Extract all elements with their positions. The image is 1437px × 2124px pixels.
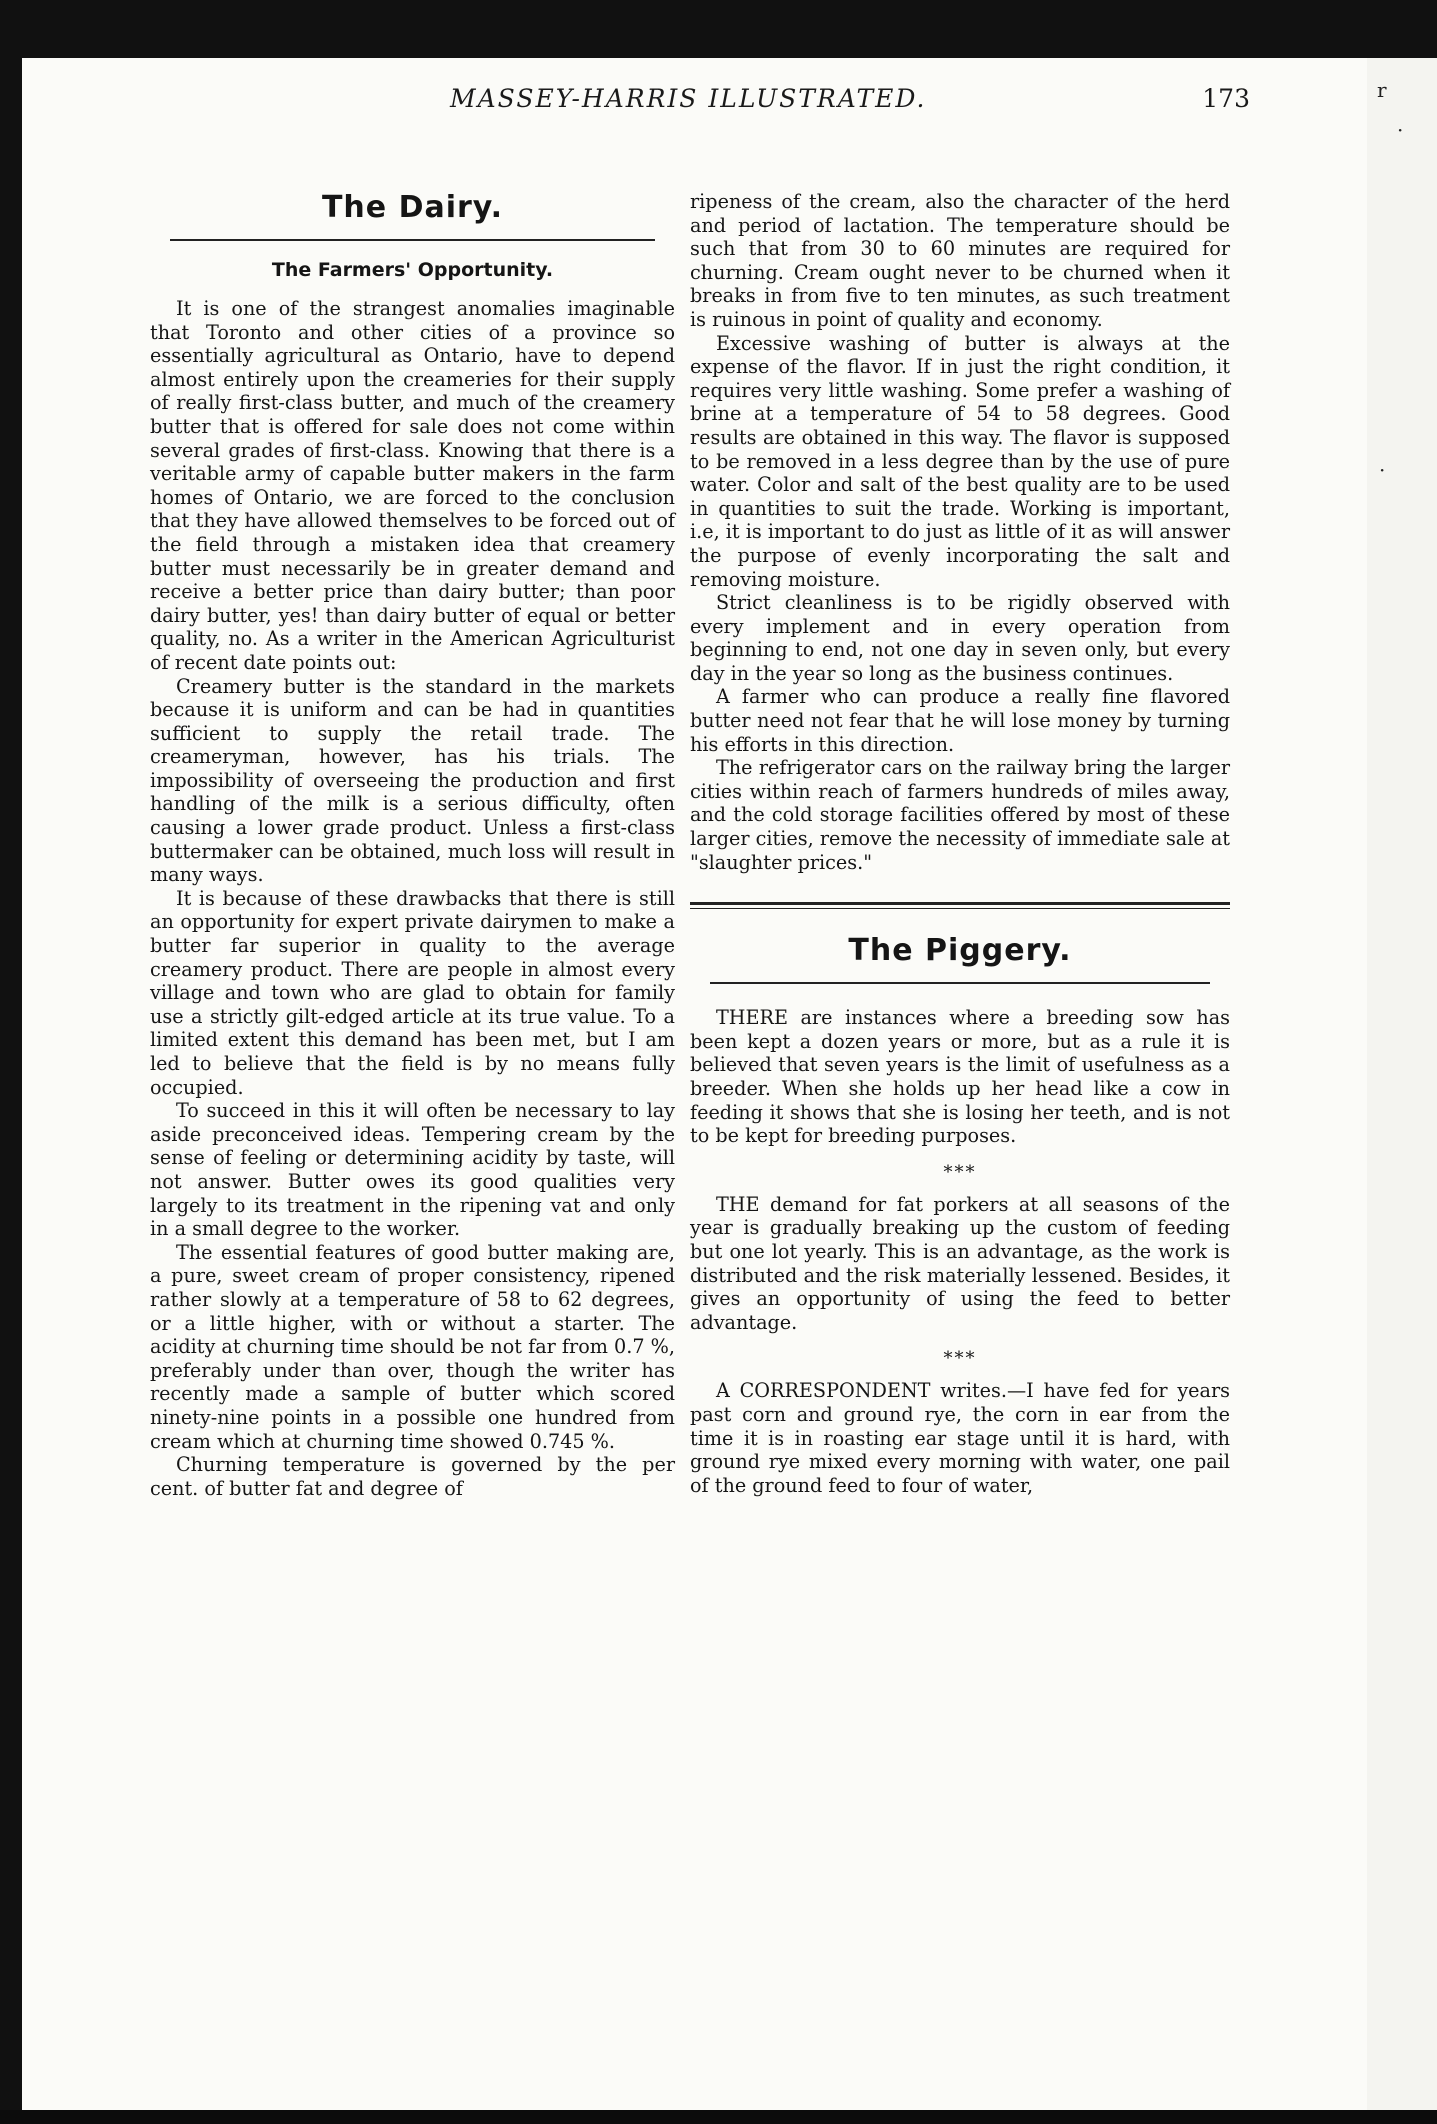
article-subtitle: The Farmers' Opportunity. xyxy=(271,259,554,281)
section-title-piggery: The Piggery. xyxy=(848,933,1072,969)
asterism-separator: *** xyxy=(943,1161,977,1183)
paragraph: The refrigerator cars on the railway bring the larger cities within reach of farmers hundreds of miles away, and the cold storage facilities offered by most of these larger cities, remove the necessity of immediate sale at "slaughter prices." xyxy=(690,756,1230,874)
paragraph: A CORRESPONDENT writes.—I have fed for years past corn and ground rye, the corn in ear from the time it is in roasting ear stage until it is hard, with ground rye mixed every morning with water, one pail of the ground feed to four of water, xyxy=(690,1379,1230,1497)
paragraph: It is because of these drawbacks that there is still an opportunity for expert private dairymen to make a butter far superior in quality to the average creamery product. There are people in almost every village and town who are glad to obtain for family use a strictly gilt-edged article at its true value. To a limited extent this demand has been met, but I am led to believe that the field is by no means fully occupied. xyxy=(150,886,675,1099)
adjacent-page-edge xyxy=(1367,58,1437,2124)
edge-mark: · xyxy=(1379,458,1386,482)
paragraph: It is one of the strangest anomalies imaginable that Toronto and other cities of a province so essentially agricultural as Ontario, have to depend almost entirely upon the creameries for their supply of really first-class butter, and much of the creamery butter that is offered for sale does not come within several grades of first-class. Knowing that there is a veritable army of capable butter makers in the farm homes of Ontario, we are forced to the conclusion that they have allowed themselves to be forced out of the field through a mistaken idea that creamery butter must necessarily be in greater demand and receive a better price than dairy butter; than poor dairy butter, yes! than dairy butter of equal or better quality, no. As a writer in the American Agriculturist of recent date points out: xyxy=(150,297,675,674)
paragraph: Churning temperature is governed by the per cent. of butter fat and degree of xyxy=(150,1453,675,1500)
paragraph: Strict cleanliness is to be rigidly observed with every implement and in every operation from beginning to end, not one day in seven only, but every day in the year so long as the business continues. xyxy=(690,591,1230,685)
paragraph: Excessive washing of butter is always at the expense of the flavor. If in just the right condition, it requires very little washing. Some prefer a washing of brine at a temperature of 54 to 58 degrees. Good results are obtained in this way. The flavor is supposed to be removed in a less degree than by the use of pure water. Color and salt of the best quality are to be used in quantities to suit the trade. Working is important, i.e, it is important to do just as little of it as will answer the purpose of evenly incorporating the salt and removing moisture. xyxy=(690,331,1231,591)
paragraph: THERE are instances where a breeding sow has been kept a dozen years or more, but as a rule it is believed that seven years is the limit of usefulness as a breeder. When she holds up her head like a cow in feeding it shows that she is losing her teeth, and is not to be kept for breeding purposes. xyxy=(690,1006,1230,1148)
edge-mark: r xyxy=(1377,78,1387,102)
right-column xyxy=(690,190,1230,1497)
scan-border xyxy=(0,2110,1437,2124)
paragraph: THE demand for fat porkers at all seasons of the year is gradually breaking up the custom of feeding but one lot yearly. This is an advantage, as the work is distributed and the risk materially lessened. Besides, it gives an opportunity of using the feed to better advantage. xyxy=(690,1192,1230,1334)
section-title-dairy: The Dairy. xyxy=(321,190,504,225)
paragraph: To succeed in this it will often be necessary to lay aside preconceived ideas. Tempering cream by the sense of feeling or determining acidity by taste, will not answer. Butter owes its good qualities very largely to its treatment in the ripening vat and only in a small degree to the worker. xyxy=(150,1099,675,1241)
title-rule xyxy=(170,239,655,241)
section-divider xyxy=(690,902,1230,909)
paragraph: Creamery butter is the standard in the markets because it is uniform and can be had in quantities sufficient to supply the retail trade. The creameryman, however, has his trials. The impossibility of overseeing the production and first handling of the milk is a serious difficulty, often causing a lower grade product. Unless a first-class buttermaker can be obtained, much loss will result in many ways. xyxy=(150,674,675,887)
paragraph: The essential features of good butter making are, a pure, sweet cream of proper consistency, ripened rather slowly at a temperature of 58 to 62 degrees, or a little higher, with or without a starter. The acidity at churning time should be not far from 0.7 %, preferably under than over, though the writer has recently made a sample of butter which scored ninety-nine points in a possible one hundred from cream which at churning time showed 0.745 %. xyxy=(150,1240,675,1453)
left-column xyxy=(150,190,675,1500)
page-number: 173 xyxy=(1202,84,1250,113)
asterism-separator: *** xyxy=(943,1348,977,1370)
paragraph: A farmer who can produce a really fine flavored butter need not fear that he will lose money by turning his efforts in this direction. xyxy=(690,685,1230,756)
publication-title: MASSEY-HARRIS ILLUSTRATED. xyxy=(450,84,927,113)
running-header xyxy=(450,84,1250,124)
edge-mark: · xyxy=(1397,118,1404,142)
paragraph: ripeness of the cream, also the character of the herd and period of lactation. The temperature should be such that from 30 to 60 minutes are required for churning. Cream ought never to be churned when it breaks in from five to ten minutes, as such treatment is ruinous in point of quality and economy. xyxy=(690,190,1230,331)
